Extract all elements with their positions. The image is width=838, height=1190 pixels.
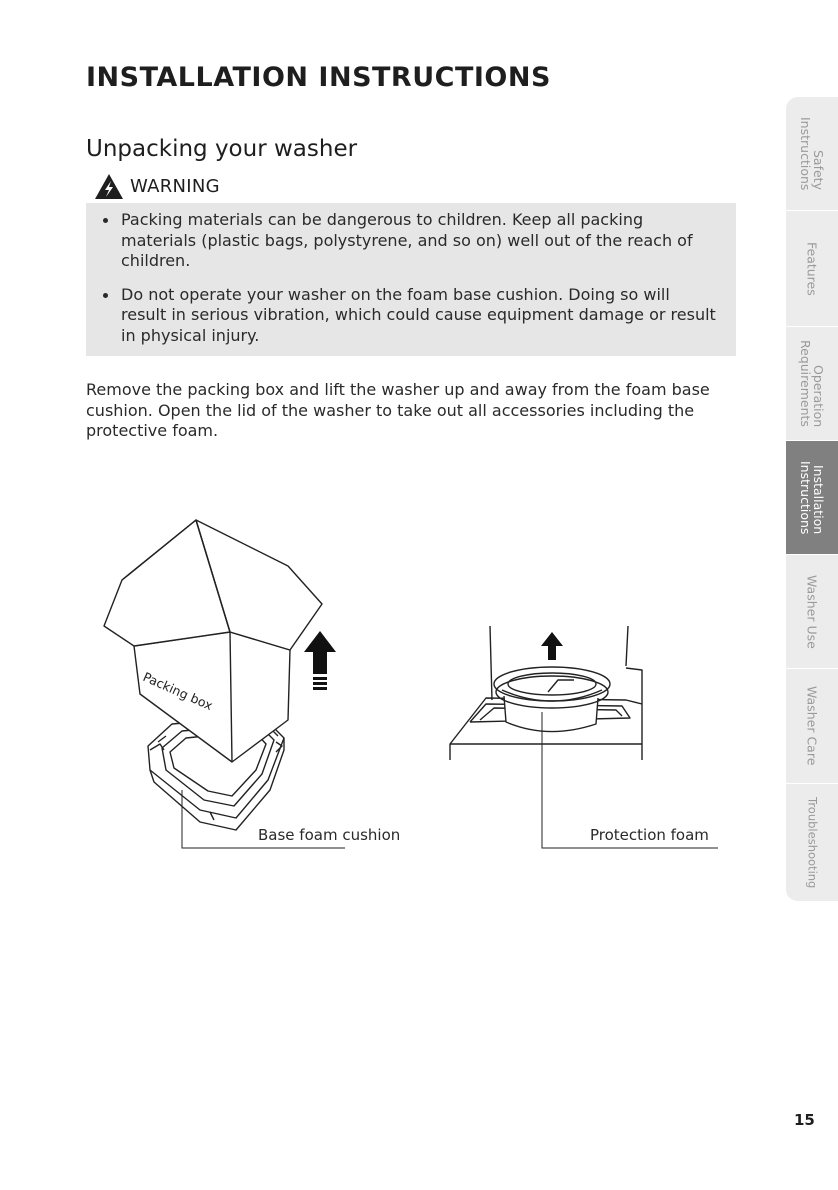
lift-up-arrow-icon <box>304 631 336 690</box>
tab-label: Installation Instructions <box>798 460 826 535</box>
tab-features[interactable] <box>786 211 838 327</box>
page-number: 15 <box>794 1111 815 1129</box>
tab-operation-requirements[interactable] <box>786 327 838 441</box>
warning-heading <box>94 172 220 200</box>
warning-item-text: Do not operate your washer on the foam base cushion. Doing so will result in serious vibration, which could cause equipment damage or result in physical injury. <box>121 284 716 345</box>
base-foam-cushion-callout: Base foam cushion <box>258 826 401 844</box>
warning-label: WARNING <box>130 175 220 197</box>
tab-label: Features <box>804 241 820 296</box>
warning-item <box>100 285 716 347</box>
tab-label: Washer Care <box>804 686 820 766</box>
protection-foam-callout: Protection foam <box>590 826 709 844</box>
section-title: Unpacking your washer <box>86 136 358 162</box>
lift-up-arrow-icon <box>541 632 563 660</box>
tab-washer-care[interactable] <box>786 669 838 784</box>
warning-list <box>100 210 716 346</box>
packing-box-text: Packing box <box>140 669 216 714</box>
warning-item <box>100 210 716 272</box>
page-title: INSTALLATION INSTRUCTIONS <box>86 62 551 93</box>
protection-foam-illustration <box>445 620 745 855</box>
tab-label: Operation Requirements <box>798 340 826 427</box>
warning-box <box>86 203 736 356</box>
tab-label: Troubleshooting <box>805 796 820 889</box>
bullet <box>103 218 108 223</box>
tab-label: Washer Use <box>804 574 820 649</box>
packing-box-illustration <box>95 515 345 855</box>
intro-paragraph: Remove the packing box and lift the washer up and away from the foam base cushion. Open the lid of the washer to take out all accessories including the protective foam. <box>86 380 710 440</box>
tab-label: Safety Instructions <box>798 116 826 191</box>
tab-safety-instructions[interactable] <box>786 97 838 211</box>
tab-troubleshooting[interactable] <box>786 784 838 902</box>
warning-item-text: Packing materials can be dangerous to children. Keep all packing materials (plastic bags, polystyrene, and so on) well out of the reach of children. <box>121 210 693 270</box>
tab-installation-instructions[interactable] <box>786 441 838 555</box>
tab-washer-use[interactable] <box>786 555 838 669</box>
bullet <box>103 293 108 298</box>
warning-triangle-icon <box>94 173 124 200</box>
